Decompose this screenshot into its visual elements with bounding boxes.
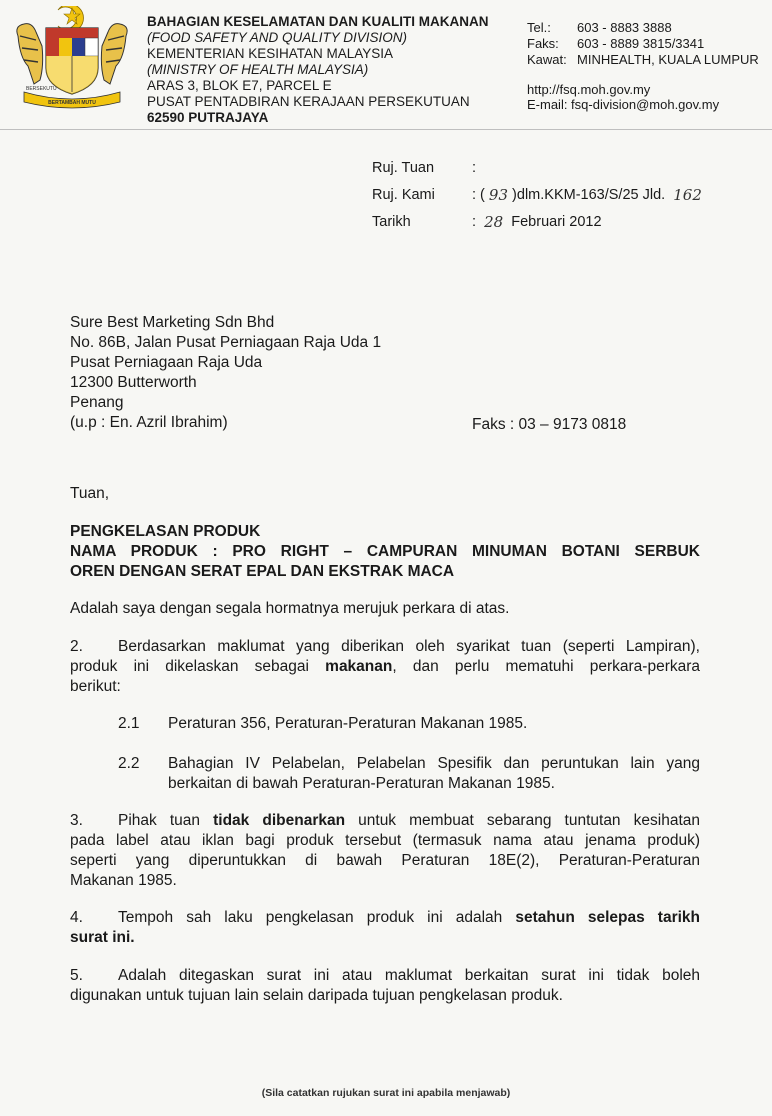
p22-line-2: berkaitan di bawah Peraturan-Peraturan Makanan 1985. <box>168 775 555 792</box>
tel-value: 603 - 8883 3888 <box>577 20 672 35</box>
ruj-kami-handwritten-jld: 162 <box>673 185 702 204</box>
p3-line-1 <box>70 811 700 831</box>
ruj-kami-handwritten-number: 93 <box>488 185 509 204</box>
tarikh-handwritten-day: 28 <box>484 212 504 231</box>
subject-block <box>70 522 700 582</box>
kawat-label: Kawat: <box>527 52 567 67</box>
p2-line-2-bold: makanan <box>325 658 393 675</box>
p2-number: 2. <box>70 638 83 655</box>
dept-line-7: 62590 PUTRAJAYA <box>147 110 269 125</box>
crest-motto-top: BERSEKUTU <box>26 86 57 92</box>
dept-line-2: (FOOD SAFETY AND QUALITY DIVISION) <box>147 30 408 45</box>
ruj-tuan-label: Ruj. Tuan <box>372 159 435 176</box>
contact-block <box>527 20 759 68</box>
crest-motto-bottom: BERTAMBAH MUTU <box>48 100 96 106</box>
subject-line-3: OREN DENGAN SERAT EPAL DAN EKSTRAK MACA <box>70 563 455 580</box>
p3-line-4: Makanan 1985. <box>70 872 177 889</box>
faks-label: Faks: <box>527 36 559 51</box>
p4-number: 4. <box>70 909 83 926</box>
intro-paragraph: Adalah saya dengan segala hormatnya merujuk perkara di atas. <box>70 600 510 617</box>
p5-line-1-text: Adalah ditegaskan surat ini atau maklumat berkaitan surat ini tidak boleh <box>118 967 700 984</box>
paragraph-4 <box>70 908 700 948</box>
footer-note: (Sila catatkan rujukan surat ini apabila menjawab) <box>261 1087 511 1099</box>
subject-line-1: PENGKELASAN PRODUK <box>70 523 261 540</box>
p3-line-1-bold: tidak dibenarkan <box>213 812 346 829</box>
recipient-address <box>70 313 381 433</box>
dept-line-1: BAHAGIAN KESELAMATAN DAN KUALITI MAKANAN <box>147 14 489 29</box>
p5-line-1 <box>70 966 700 986</box>
p21-text: Peraturan 356, Peraturan-Peraturan Makanan 1985. <box>168 715 528 732</box>
tel-label: Tel.: <box>527 20 551 35</box>
recipient-line-3: Pusat Perniagaan Raja Uda <box>70 354 263 371</box>
p3-line-1c: untuk membuat sebarang tuntutan kesihatan <box>358 812 700 829</box>
dept-line-3: KEMENTERIAN KESIHATAN MALAYSIA <box>147 46 394 61</box>
web-block <box>527 82 719 112</box>
dept-line-5: ARAS 3, BLOK E7, PARCEL E <box>147 78 332 93</box>
p3-number: 3. <box>70 812 83 829</box>
reference-block <box>372 154 702 235</box>
email-link[interactable]: E-mail: fsq-division@moh.gov.my <box>527 97 720 112</box>
ruj-kami-text: )dlm.KKM-163/S/25 Jld. <box>512 186 666 203</box>
p4-line-1-bold: setahun selepas tarikh <box>515 909 700 926</box>
paragraph-5 <box>70 966 700 1006</box>
ruj-kami-open: : ( <box>472 186 485 203</box>
kawat-value: MINHEALTH, KUALA LUMPUR <box>577 52 759 67</box>
header-divider <box>0 129 772 130</box>
recipient-line-2: No. 86B, Jalan Pusat Perniagaan Raja Uda 1 <box>70 334 382 351</box>
tarikh-colon: : <box>472 213 477 230</box>
recipient-line-6: (u.p : En. Azril Ibrahim) <box>70 414 228 431</box>
p2-line-2a: produk ini dikelaskan sebagai <box>70 658 309 675</box>
p3-line-3: seperti yang diperuntukkan di bawah Peraturan 18E(2), Peraturan-Peraturan <box>70 852 700 869</box>
p22-line-1: Bahagian IV Pelabelan, Pelabelan Spesifik dan peruntukan lain yang <box>168 755 700 772</box>
salutation: Tuan, <box>70 485 110 502</box>
p2-line-3: berikut: <box>70 678 121 695</box>
ruj-tuan-colon: : <box>472 159 477 176</box>
malaysia-coat-of-arms-icon <box>6 6 138 110</box>
paragraph-2-1 <box>118 714 700 734</box>
dept-line-6: PUSAT PENTADBIRAN KERAJAAN PERSEKUTUAN <box>147 94 470 109</box>
p4-line-1a: Tempoh sah laku pengkelasan produk ini adalah <box>118 909 503 926</box>
subject-line-2: NAMA PRODUK : PRO RIGHT – CAMPURAN MINUMAN BOTANI SERBUK <box>70 543 700 560</box>
p3-line-1a: Pihak tuan <box>118 812 201 829</box>
p3-line-2: pada label atau iklan bagi produk tersebut (termasuk nama atau jenama produk) <box>70 832 700 849</box>
p5-number: 5. <box>70 967 83 984</box>
department-block <box>147 14 488 126</box>
paragraph-2 <box>70 637 700 697</box>
p2-line-1: Berdasarkan maklumat yang diberikan oleh syarikat tuan (seperti Lampiran), <box>118 638 700 655</box>
p2-line-2c: , dan perlu mematuhi perkara-perkara <box>392 658 701 675</box>
recipient-faks: Faks : 03 – 9173 0818 <box>472 416 627 433</box>
p21-number: 2.1 <box>118 715 140 732</box>
recipient-line-1: Sure Best Marketing Sdn Bhd <box>70 314 275 331</box>
paragraph-2-2 <box>118 754 700 794</box>
p2-line-2 <box>70 657 700 677</box>
tarikh-text: Februari 2012 <box>511 213 602 230</box>
p22-number: 2.2 <box>118 755 140 772</box>
ruj-kami-label: Ruj. Kami <box>372 186 435 203</box>
tarikh-label: Tarikh <box>372 213 411 230</box>
p4-line-2: surat ini. <box>70 929 135 946</box>
p5-line-2: digunakan untuk tujuan lain selain daripada tujuan pengkelasan produk. <box>70 987 563 1004</box>
faks-value: 603 - 8889 3815/3341 <box>577 36 705 51</box>
p4-line-1 <box>70 908 700 928</box>
recipient-line-5: Penang <box>70 394 124 411</box>
website-link[interactable]: http://fsq.moh.gov.my <box>527 82 651 97</box>
paragraph-3 <box>70 811 700 891</box>
recipient-line-4: 12300 Butterworth <box>70 374 197 391</box>
dept-line-4: (MINISTRY OF HEALTH MALAYSIA) <box>147 62 369 77</box>
